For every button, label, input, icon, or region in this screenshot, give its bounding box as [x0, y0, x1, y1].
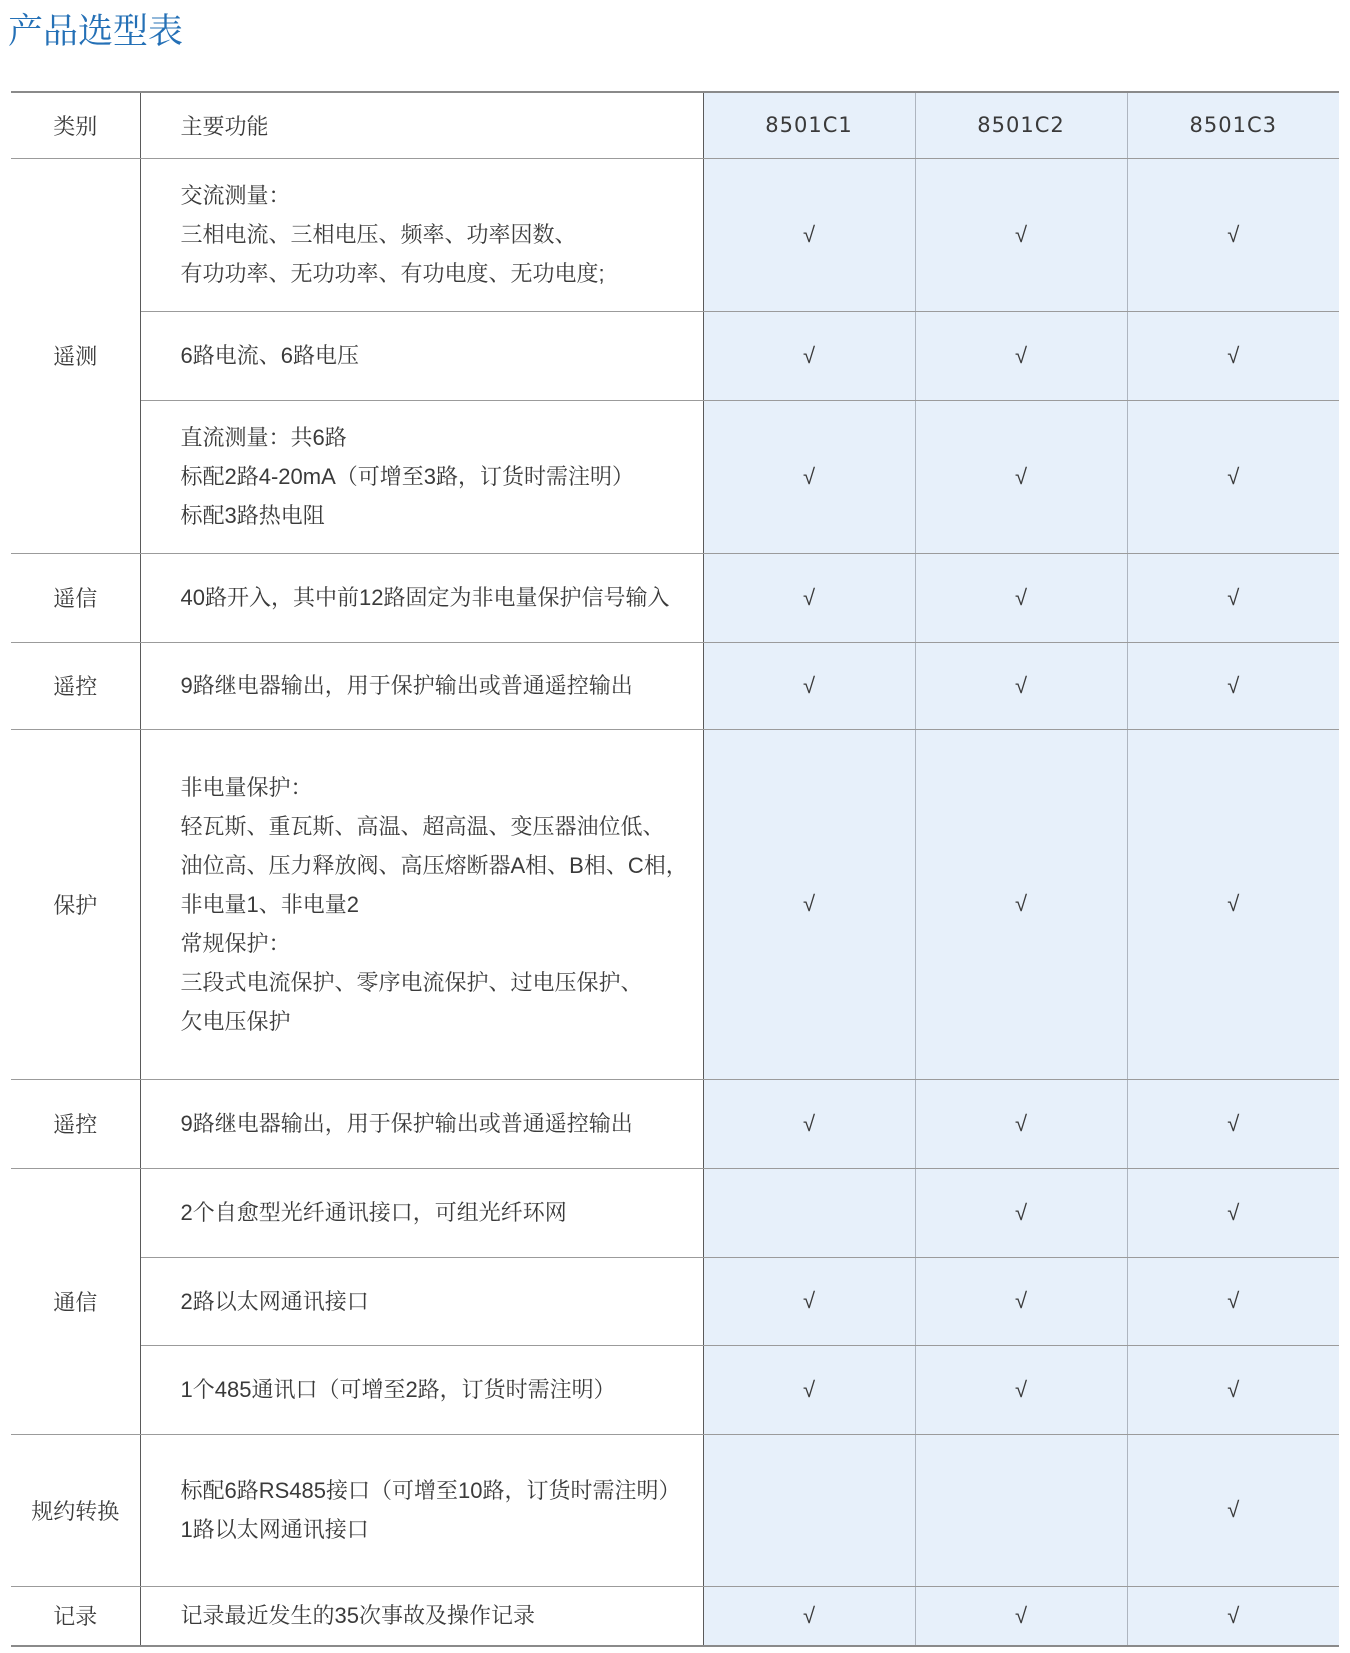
check-mark: √ [1227, 1602, 1240, 1628]
table-row [11, 1257, 1339, 1345]
function-cell [140, 1079, 703, 1168]
check-mark: √ [802, 1110, 816, 1136]
function-cell [140, 400, 703, 553]
check-cell [703, 1434, 915, 1586]
check-mark: √ [1014, 1288, 1028, 1313]
check-cell [1127, 1168, 1339, 1257]
table-row [11, 158, 1339, 311]
function-line: 有功功率、无功功率、有功电度、无功电度; [180, 261, 605, 286]
check-mark: √ [1227, 1288, 1240, 1313]
check-cell [915, 1079, 1127, 1168]
product-selection-table [11, 91, 1339, 1647]
function-line: 三相电流、三相电压、频率、功率因数、 [180, 222, 577, 247]
table-row [11, 553, 1339, 642]
check-cell [1127, 1586, 1339, 1646]
category-cell: 遥信 [11, 553, 140, 642]
table-row [11, 1168, 1339, 1257]
check-cell [915, 158, 1127, 311]
function-line: 轻瓦斯、重瓦斯、高温、超高温、变压器油位低、 [180, 813, 665, 839]
check-mark: √ [1014, 1110, 1028, 1136]
check-mark: √ [1227, 221, 1240, 247]
check-cell [703, 1168, 915, 1257]
check-cell [703, 729, 915, 1079]
check-mark: √ [1227, 584, 1240, 610]
check-cell [1127, 1434, 1339, 1586]
check-mark: √ [802, 1376, 816, 1402]
check-cell [1127, 1257, 1339, 1345]
category-cell: 遥测 [11, 158, 140, 553]
function-cell [140, 1257, 703, 1345]
check-cell [915, 1257, 1127, 1345]
category-cell: 规约转换 [11, 1434, 140, 1586]
check-cell [1127, 158, 1339, 311]
page-title: 产品选型表 [8, 12, 184, 51]
category-cell: 遥控 [11, 1079, 140, 1168]
check-cell [1127, 311, 1339, 400]
check-mark: √ [802, 221, 816, 247]
header-function: 主要功能 [140, 92, 703, 158]
check-cell [915, 729, 1127, 1079]
function-cell [140, 158, 703, 311]
function-line: 非电量保护： [180, 774, 313, 800]
check-cell [703, 1257, 915, 1345]
check-mark: √ [1014, 1602, 1028, 1628]
check-mark: √ [802, 342, 816, 368]
check-cell [1127, 729, 1339, 1079]
check-cell [703, 553, 915, 642]
check-cell [915, 311, 1127, 400]
check-cell [1127, 1345, 1339, 1434]
function-line: 6路电流、6路电压 [180, 343, 359, 368]
header-row [11, 92, 1339, 158]
check-mark: √ [1014, 1376, 1028, 1402]
check-cell [915, 1168, 1127, 1257]
check-cell [703, 1586, 915, 1646]
check-cell [915, 553, 1127, 642]
check-cell [703, 1345, 915, 1434]
check-mark: √ [802, 463, 816, 489]
check-cell [915, 1345, 1127, 1434]
function-cell [140, 1168, 703, 1257]
check-mark: √ [1227, 1110, 1240, 1136]
function-cell [140, 1586, 703, 1646]
function-line: 常规保护： [180, 930, 291, 956]
table-row [11, 1586, 1339, 1646]
check-mark: √ [1227, 342, 1240, 368]
function-cell [140, 1434, 703, 1586]
check-cell [703, 158, 915, 311]
check-mark: √ [802, 1602, 816, 1628]
function-cell [140, 1345, 703, 1434]
table-body [11, 158, 1339, 1646]
function-line: 40路开入，其中前12路固定为非电量保护信号输入 [180, 585, 670, 610]
function-line: 标配6路RS485接口（可增至10路，订货时需注明） [180, 1478, 681, 1503]
function-cell [140, 311, 703, 400]
check-mark: √ [1014, 463, 1028, 489]
function-line: 9路继电器输出，用于保护输出或普通遥控输出 [180, 673, 633, 698]
check-cell [915, 1586, 1127, 1646]
check-cell [703, 400, 915, 553]
check-cell [915, 642, 1127, 729]
check-mark: √ [802, 584, 816, 610]
function-cell [140, 553, 703, 642]
function-line: 标配3路热电阻 [180, 503, 325, 528]
check-cell [915, 1434, 1127, 1586]
function-line: 交流测量： [180, 183, 291, 208]
check-cell [1127, 642, 1339, 729]
check-cell [703, 311, 915, 400]
function-cell [140, 642, 703, 729]
check-cell [915, 400, 1127, 553]
function-line: 2路以太网通讯接口 [180, 1288, 369, 1314]
category-cell: 保护 [11, 729, 140, 1079]
table-row [11, 1345, 1339, 1434]
table-row [11, 311, 1339, 400]
function-line: 非电量1、非电量2 [180, 891, 359, 917]
check-mark: √ [1014, 584, 1028, 610]
table-row [11, 729, 1339, 1079]
check-cell [1127, 553, 1339, 642]
check-mark: √ [1227, 1497, 1240, 1522]
check-mark: √ [1227, 672, 1240, 698]
header-model-8501c2: 8501C2 [915, 92, 1127, 158]
check-mark: √ [802, 672, 816, 698]
check-mark: √ [1014, 672, 1028, 698]
header-model-8501c1: 8501C1 [703, 92, 915, 158]
function-line: 1路以太网通讯接口 [180, 1517, 369, 1542]
function-line: 标配2路4-20mA（可增至3路，订货时需注明） [180, 464, 635, 489]
check-mark: √ [802, 891, 816, 916]
table-row [11, 1434, 1339, 1586]
table-row [11, 642, 1339, 729]
function-line: 2个自愈型光纤通讯接口，可组光纤环网 [180, 1200, 567, 1225]
check-cell [1127, 400, 1339, 553]
check-mark: √ [1014, 1199, 1028, 1225]
check-mark: √ [1227, 463, 1240, 489]
check-mark: √ [1014, 342, 1028, 368]
function-line: 记录最近发生的35次事故及操作记录 [180, 1603, 535, 1629]
category-cell: 遥控 [11, 642, 140, 729]
function-cell [140, 729, 703, 1079]
table-row [11, 1079, 1339, 1168]
function-line: 9路继电器输出，用于保护输出或普通遥控输出 [180, 1111, 633, 1136]
check-mark: √ [1227, 1376, 1240, 1402]
check-cell [703, 1079, 915, 1168]
category-cell: 记录 [11, 1586, 140, 1646]
function-line: 油位高、压力释放阀、高压熔断器A相、B相、C相， [180, 852, 688, 878]
check-mark: √ [1227, 1199, 1240, 1225]
function-line: 直流测量：共6路 [180, 425, 347, 450]
function-line: 三段式电流保护、零序电流保护、过电压保护、 [180, 969, 643, 995]
header-model-8501c3: 8501C3 [1127, 92, 1339, 158]
function-line: 1个485通讯口（可增至2路，订货时需注明） [180, 1377, 616, 1402]
check-cell [703, 642, 915, 729]
function-line: 欠电压保护 [180, 1008, 291, 1034]
category-cell: 通信 [11, 1168, 140, 1434]
check-cell [1127, 1079, 1339, 1168]
table-row [11, 400, 1339, 553]
check-mark: √ [1014, 221, 1028, 247]
check-mark: √ [1227, 891, 1240, 916]
check-mark: √ [1014, 891, 1028, 916]
check-mark: √ [802, 1288, 816, 1313]
header-category: 类别 [11, 92, 140, 158]
